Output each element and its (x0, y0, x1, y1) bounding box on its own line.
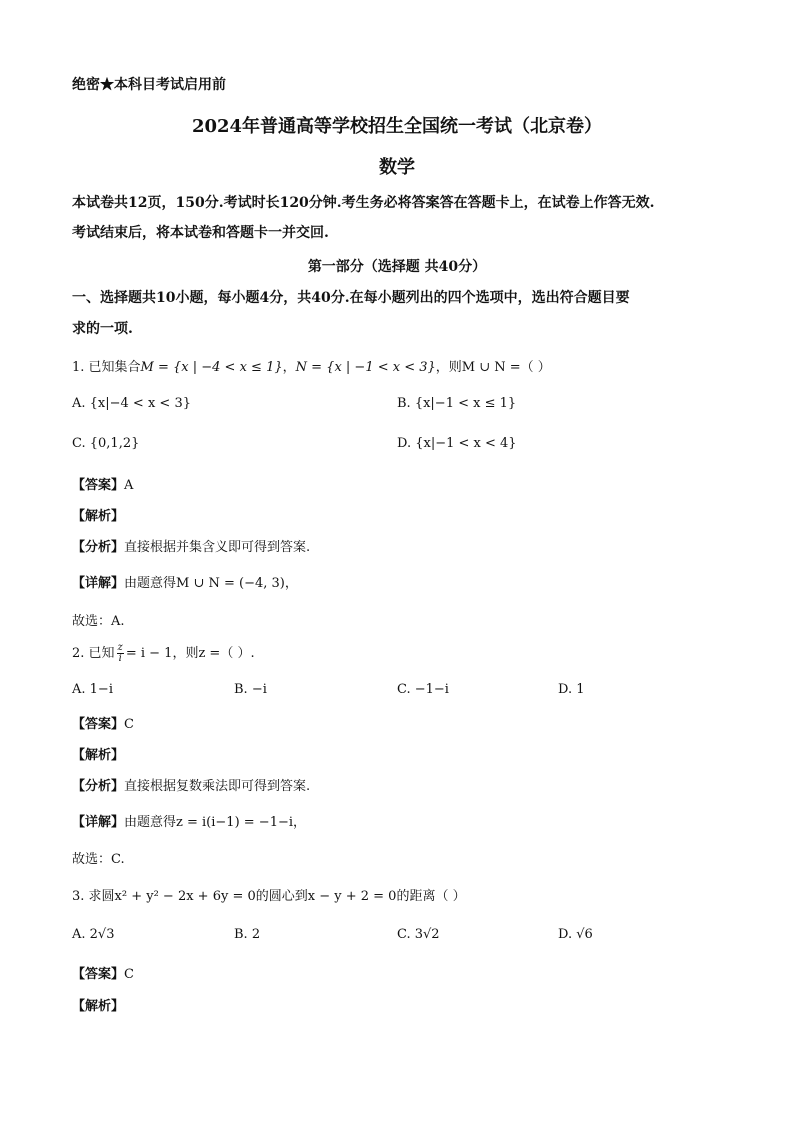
part1-heading: 第一部分（选择题 共40分） (307, 259, 487, 275)
q1-fenxi-tag: 【分析】 (72, 540, 125, 555)
q3-stem: 3. 求圆x² + y² − 2x + 6y = 0的圆心到x − y + 2 = 0的距离（ ） (72, 889, 466, 904)
q2-answer (72, 713, 134, 732)
q3-analysis-tag: 【解析】 (72, 999, 125, 1014)
part1-instruction-line-2: 求的一项. (72, 321, 133, 337)
q1-choice: 故选：A. (72, 614, 125, 629)
q1-analysis-tag: 【解析】 (72, 509, 125, 524)
q1-option-a: A. {x|−4 < x < 3} (72, 396, 191, 411)
q1-answer (72, 474, 133, 493)
q2-frac-den: i (118, 653, 122, 664)
q2-detail (72, 811, 306, 830)
q1-answer-value: A (124, 478, 134, 493)
q2-option-c: C. −1−i (397, 682, 449, 697)
q3-answer-value: C (124, 967, 134, 982)
secret-label: 绝密★本科目考试启用前 (72, 77, 226, 93)
q1-detail-text: 由题意得M ∪ N = (−4, 3)， (124, 576, 298, 591)
q1-option-c: C. {0,1,2} (72, 436, 140, 451)
intro-line-1: 本试卷共12页，150分.考试时长120分钟.考生务必将答案答在答题卡上，在试卷上作答无效. (72, 195, 655, 211)
q1-set-m: M = {x | −4 < x ≤ 1} (140, 360, 283, 375)
q1-stem-prefix: 1. 已知集合 (72, 360, 141, 375)
exam-title: 2024年普通高等学校招生全国统一考试（北京卷） (191, 116, 603, 137)
q2-stem-prefix: 2. 已知 (72, 646, 115, 661)
intro-line-2: 考试结束后，将本试卷和答题卡一并交回. (72, 225, 329, 241)
q2-answer-value: C (124, 717, 134, 732)
q1-stem-suffix: ，则M ∪ N =（ ） (435, 360, 551, 375)
q2-analysis-tag: 【解析】 (72, 748, 125, 763)
q3-option-d: D. √6 (558, 927, 593, 942)
q2-option-b: B. −i (234, 682, 267, 697)
q3-answer (72, 963, 134, 982)
q1-option-b: B. {x|−1 < x ≤ 1} (397, 396, 517, 411)
q3-option-b: B. 2 (234, 927, 261, 942)
q2-fenxi (72, 775, 310, 794)
q2-option-a: A. 1−i (72, 682, 113, 697)
q3-option-c: C. 3√2 (397, 927, 440, 942)
q1-detail-tag: 【详解】 (72, 576, 125, 591)
q1-stem (72, 356, 551, 375)
q3-option-a: A. 2√3 (72, 927, 115, 942)
q1-answer-tag: 【答案】 (72, 478, 125, 493)
q1-fenxi-text: 直接根据并集含义即可得到答案. (124, 540, 311, 555)
q1-comma: ， (282, 360, 296, 375)
q2-fraction (117, 643, 124, 664)
q2-fenxi-tag: 【分析】 (72, 779, 125, 794)
q2-detail-text: 由题意得z = i(i−1) = −1−i， (124, 815, 307, 830)
q1-option-d: D. {x|−1 < x < 4} (397, 436, 517, 451)
q1-fenxi (72, 536, 310, 555)
q2-detail-tag: 【详解】 (72, 815, 125, 830)
subject-title: 数学 (379, 157, 415, 178)
q1-set-n: N = {x | −1 < x < 3} (295, 360, 436, 375)
q2-choice: 故选：C. (72, 852, 125, 867)
q2-frac-num: z (117, 642, 123, 653)
q2-stem (72, 642, 255, 664)
q1-detail (72, 572, 298, 591)
q2-fenxi-text: 直接根据复数乘法即可得到答案. (124, 779, 311, 794)
q2-option-d: D. 1 (558, 682, 585, 697)
q2-answer-tag: 【答案】 (72, 717, 125, 732)
q2-stem-suffix: = i − 1，则z =（ ）. (125, 646, 255, 661)
q3-answer-tag: 【答案】 (72, 967, 125, 982)
part1-instruction-line-1: 一、选择题共10小题，每小题4分，共40分.在每小题列出的四个选项中，选出符合题目要 (72, 290, 630, 306)
